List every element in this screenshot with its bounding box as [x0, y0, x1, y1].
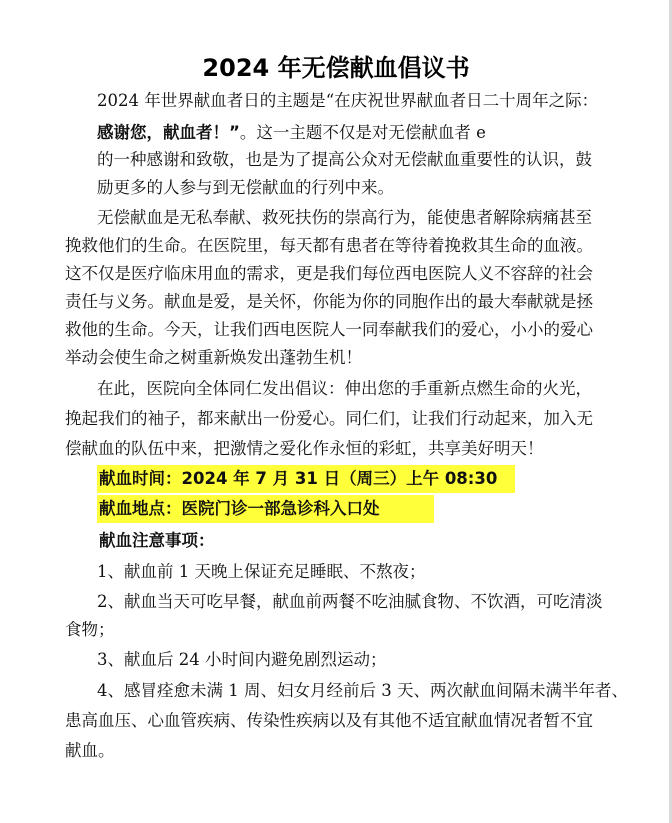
- notes-heading: 献血注意事项：: [99, 531, 215, 550]
- note-2-line-1: 2、献血当天可吃早餐，献血前两餐不吃油腻食物、不饮酒，可吃清淡: [97, 592, 603, 611]
- note-4-line-1: 4、感冒痊愈未满 1 周、妇女月经前后 3 天、两次献血间隔未满半年者、: [97, 681, 628, 700]
- p1-bold-phrase: 感谢您，献血者！”: [97, 123, 240, 142]
- p2-line-4: 责任与义务。献血是爱，是关怀，你能为你的同胞作出的最大奉献就是拯: [65, 292, 593, 311]
- note-3: 3、献血后 24 小时间内避免剧烈运动；: [97, 650, 387, 669]
- p2-line-5: 救他的生命。今天，让我们西电医院人一同奉献我们的爱心，小小的爱心: [65, 320, 593, 339]
- p3-line-2: 挽起我们的袖子，都来献出一份爱心。同仁们，让我们行动起来，加入无: [65, 409, 593, 428]
- note-1: 1、献血前 1 天晚上保证充足睡眠、不熬夜；: [97, 562, 426, 581]
- p2-line-2: 挽救他们的生命。在医院里，每天都有患者在等待着挽救其生命的血液。: [65, 236, 593, 255]
- note-4-line-3: 献血。: [65, 741, 115, 760]
- p2-line-1: 无偿献血是无私奉献、救死扶伤的崇高行为，能使患者解除病痛甚至: [97, 208, 592, 227]
- note-2-line-2: 食物；: [65, 620, 115, 639]
- p1-line-2: [97, 122, 486, 144]
- p1-line-2-rest: 。这一主题不仅是对无偿献血者 e: [239, 123, 486, 142]
- donation-place: 献血地点：医院门诊一部急诊科入口处: [99, 499, 380, 518]
- p3-line-1: 在此，医院向全体同仁发出倡议：伸出您的手重新点燃生命的火光，: [97, 379, 592, 398]
- donation-time: 献血时间：2024 年 7 月 31 日（周三）上午 08:30: [99, 469, 498, 488]
- document-title: 2024 年无偿献血倡议书: [202, 54, 470, 82]
- p3-line-3: 偿献血的队伍中来，把激情之爱化作永恒的彩虹，共享美好明天！: [65, 439, 544, 458]
- p1-line-3: 的一种感谢和致敬，也是为了提高公众对无偿献血重要性的认识，鼓: [97, 150, 592, 169]
- p1-line-4: 励更多的人参与到无偿献血的行列中来。: [97, 178, 394, 197]
- note-4-line-2: 患高血压、心血管疾病、传染性疾病以及有其他不适宜献血情况者暂不宜: [65, 711, 593, 730]
- p2-line-3: 这不仅是医疗临床用血的需求，更是我们每位西电医院人义不容辞的社会: [65, 264, 593, 283]
- p1-line-1: 2024 年世界献血者日的主题是“在庆祝世界献血者日二十周年之际：: [97, 91, 599, 110]
- p2-line-6: 举动会使生命之树重新焕发出蓬勃生机！: [65, 348, 362, 367]
